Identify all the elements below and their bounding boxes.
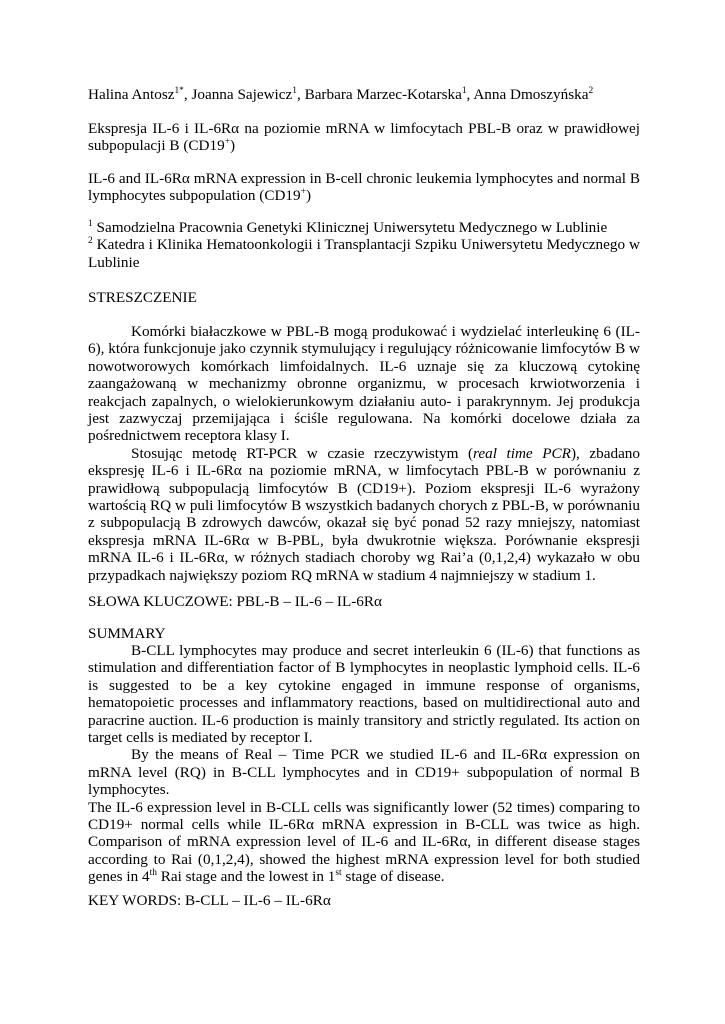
author: Barbara Marzec-Kotarska$^1$, <box>304 86 474 103</box>
streszczenie-paragraph-1: Komórki białaczkowe w PBL-B mogą produkować i wydzielać interleukinę 6 (IL-6), która funkcjonuje jako czynnik stymulujący i regulujący różnicowanie limfocytów B w nowotworowych komórkach limfoidalnych. IL-6 uznaje się za kluczową cytokinę zaangażowaną w mechanizmy obronne organizmu, w procesach krwiotworzenia i reakcjach zapalnych, o wielokierunkowym działaniu auto- i parakrynnym. Jej produkcja jest zazwyczaj przemijająca i ściśle regulowana. Na komórki docelowe działa za pośrednictwem receptora klasy I. <box>88 323 640 445</box>
affiliations <box>88 219 640 271</box>
streszczenie-heading: STRESZCZENIE <box>88 289 197 306</box>
title-english: IL-6 and IL-6Rα mRNA expression in B-cell chronic leukemia lymphocytes and normal B lymphocytes subpopulation (CD19+) <box>88 170 640 205</box>
streszczenie-paragraph-2: Stosując metodę RT-PCR w czasie rzeczywistym (real time PCR), zbadano ekspresję IL-6 i IL-6Rα na poziomie mRNA, w limfocytach PBL-B w porównaniu z prawidłową subpopulacją limfocytów B (CD19+). Poziom ekspresji IL-6 wyrażony wartością RQ w puli limfocytów B wszystkich badanych chorych z PBL-B, w porównaniu z subpopulacją B zdrowych dawców, okazał się być ponad 52 razy mniejszy, natomiast ekspresja mRNA IL-6Rα w B-PBL, była dwukrotnie większa. Porównanie ekspresji mRNA IL-6 i IL-6Rα, w różnych stadiach choroby wg Rai’a (0,1,2,4) wykazało w obu przypadkach największy poziom RQ mRNA w stadium 4 najmniejszy w stadium 1. <box>88 444 640 584</box>
summary-paragraph-2: By the means of Real – Time PCR we studied IL-6 and IL-6Rα expression on mRNA level (RQ) in B-CLL lymphocytes and in CD19+ subpopulation of normal B lymphocytes. <box>88 746 640 799</box>
affiliation-1: $^1$ Samodzielna Pracownia Genetyki Klinicznej Uniwersytetu Medycznego w Lublinie <box>88 219 608 236</box>
summary-paragraph-1: B-CLL lymphocytes may produce and secret interleukin 6 (IL-6) that functions as stimulation and differentiation factor of B lymphocytes in neoplastic lymphoid cells. IL-6 is suggested to be a key cytokine engaged in immune response of organisms, hematopoietic processes and inflammatory reactions, based on multidirectional auto and paracrine auction. IL-6 production is mainly transitory and strictly regulated. Its action on target cells is mediated by receptor I. <box>88 642 640 747</box>
summary-heading: SUMMARY <box>88 625 166 642</box>
author: Anna Dmoszyńska$^2$ <box>473 86 594 103</box>
author-list <box>88 86 640 103</box>
key-words: KEY WORDS: B-CLL – IL-6 – IL-6Rα <box>88 892 331 909</box>
slowa-kluczowe: SŁOWA KLUCZOWE: PBL-B – IL-6 – IL-6Rα <box>88 593 382 610</box>
author: Halina Antosz$^{1*}$, <box>88 86 192 103</box>
summary-body <box>88 642 640 886</box>
streszczenie-body <box>88 323 640 584</box>
title-polish: Ekspresja IL-6 i IL-6Rα na poziomie mRNA w limfocytach PBL-B oraz w prawidłowej subpopulacji B (CD19+) <box>88 120 640 155</box>
affiliation-2: $^2$ Katedra i Klinika Hematoonkologii i Transplantacji Szpiku Uniwersytetu Medycznego w Lublinie <box>88 236 640 271</box>
author: Joanna Sajewicz$^1$, <box>191 86 305 103</box>
summary-paragraph-3: The IL-6 expression level in B-CLL cells was significantly lower (52 times) comparing to CD19+ normal cells while IL-6Rα mRNA expression in B-CLL was twice as high. Comparison of mRNA expression level of IL-6 and IL-6Rα, in different disease stages according to Rai (0,1,2,4), showed the highest mRNA expression level for both studied genes in 4th Rai stage and the lowest in 1st stage of disease. <box>88 798 640 886</box>
